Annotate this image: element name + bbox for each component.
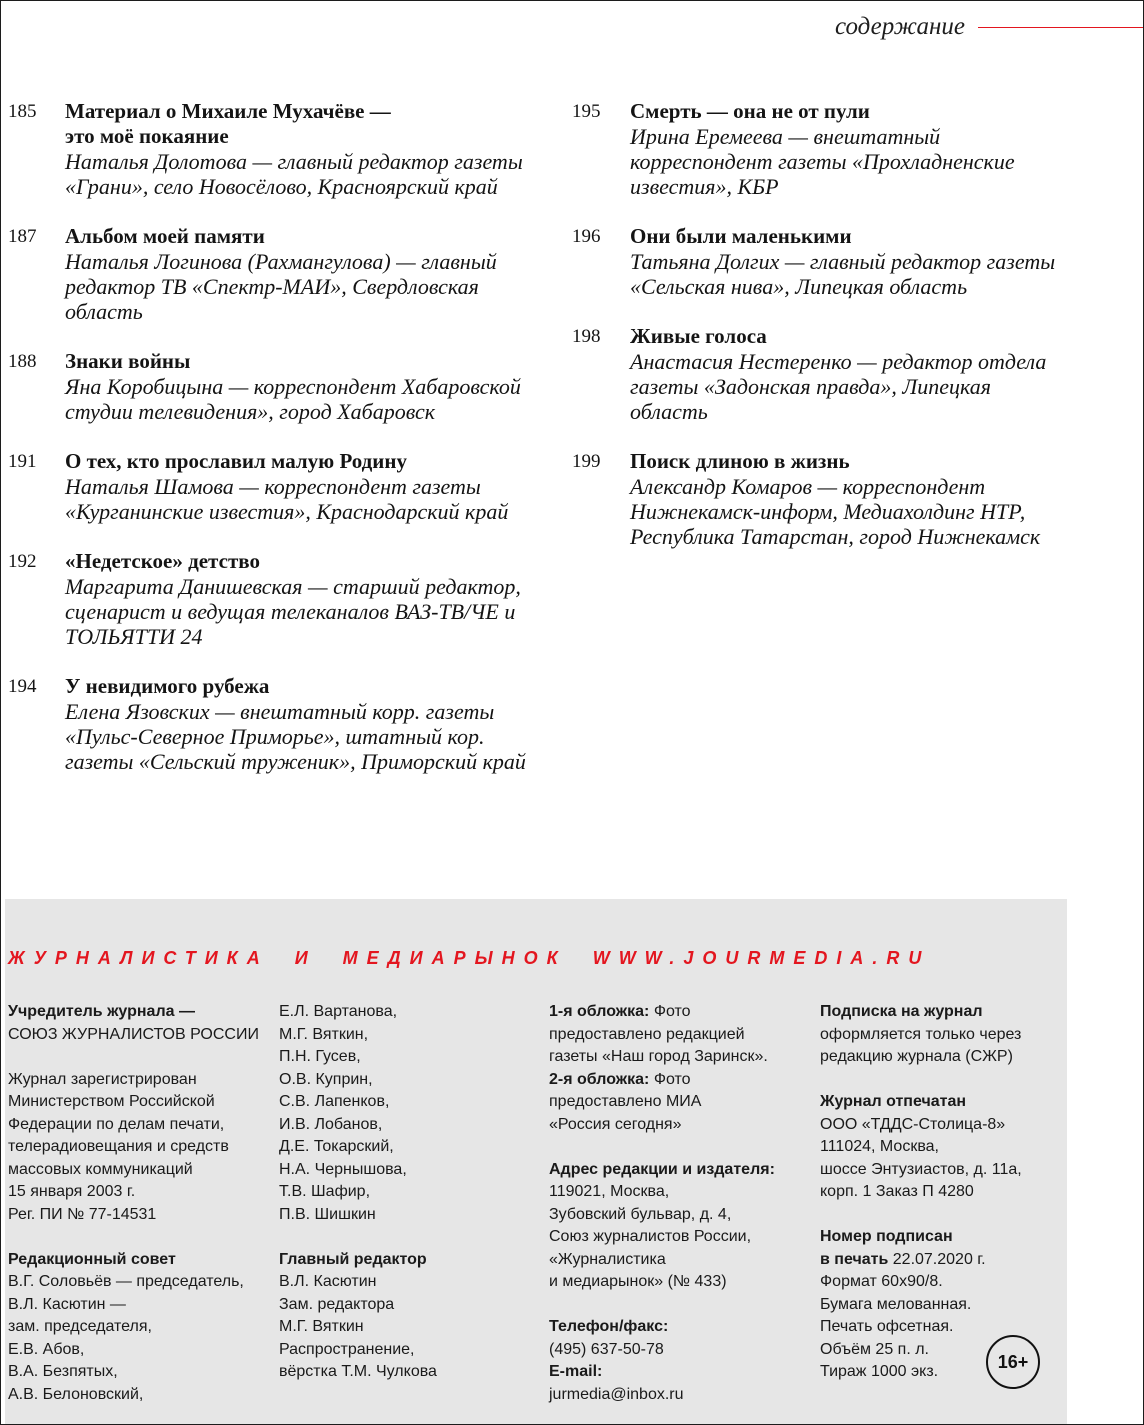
- chief-editor-line: Распространение,: [279, 1340, 415, 1358]
- cover-1-label: 1-я обложка:: [549, 1003, 650, 1020]
- toc-author-line: газеты «Сельский труженик», Приморский край: [65, 749, 526, 774]
- editorial-board-member: И.В. Лобанов,: [279, 1115, 383, 1133]
- toc-title-line: Они были маленькими: [630, 224, 852, 248]
- chief-editor-line: М.Г. Вяткин: [279, 1318, 364, 1335]
- toc-page-number: 195: [572, 101, 601, 122]
- cover-2-label: 2-я обложка:: [549, 1070, 650, 1088]
- spacer: [820, 1069, 1060, 1092]
- toc-author-line: Наталья Шамова — корреспондент газеты: [65, 474, 481, 499]
- spacer: [8, 1226, 273, 1249]
- toc-title-line: О тех, кто прославил малую Родину: [65, 449, 407, 473]
- toc-author-line: Анастасия Нестеренко — редактор отдела: [630, 349, 1047, 374]
- cover-1-line: [549, 1001, 814, 1024]
- toc-author-line: Республика Татарстан, город Нижнекамск: [630, 524, 1041, 549]
- chief-editor-line: В.Л. Касютин: [279, 1273, 377, 1290]
- toc-author-line: ТОЛЬЯТТИ 24: [65, 624, 203, 649]
- print-spec-line: Формат 60х90/8.: [820, 1273, 943, 1290]
- toc-author-line: Ирина Еремеева — внештатный: [630, 124, 941, 149]
- toc-title-line: Альбом моей памяти: [65, 224, 265, 248]
- toc-page-number: 198: [572, 326, 601, 347]
- chief-editor-label: Главный редактор: [279, 1250, 427, 1268]
- chief-editor-line: вёрстка Т.М. Чулкова: [279, 1363, 437, 1380]
- spacer: [279, 1226, 541, 1249]
- registration-line: Журнал зарегистрирован: [8, 1070, 197, 1088]
- toc-page-number: 191: [8, 451, 37, 472]
- registration-line: Рег. ПИ № 77-14531: [8, 1205, 157, 1223]
- registration-line: Министерством Российской: [8, 1093, 215, 1110]
- toc-page-number: 187: [8, 226, 37, 247]
- editorial-board-member: П.В. Шишкин: [279, 1205, 376, 1223]
- toc-left-column: [8, 99, 558, 799]
- registration-line: телерадиовещания и средств: [8, 1138, 229, 1155]
- toc-author-line: Маргарита Данишевская — старший редактор,: [65, 574, 521, 599]
- toc-title-line: У невидимого рубежа: [65, 674, 270, 698]
- registration-line: Федерации по делам печати,: [8, 1115, 225, 1133]
- spacer: [549, 1136, 814, 1159]
- toc-title-line: Знаки войны: [65, 349, 191, 373]
- editorial-board-member: С.В. Лапенков,: [279, 1093, 390, 1110]
- editorial-board-member: В.А. Безпятых,: [8, 1363, 118, 1380]
- toc-author-line: Наталья Логинова (Рахмангулова) — главный: [65, 249, 497, 274]
- spacer: [8, 1046, 273, 1069]
- toc-title-line: Смерть — она не от пули: [630, 99, 870, 123]
- toc-entry: [8, 349, 558, 424]
- toc-author-line: сценарист и ведущая телеканалов ВАЗ-ТВ/ЧЕ и: [65, 599, 516, 624]
- editorial-board-member: М.Г. Вяткин,: [279, 1025, 369, 1043]
- registration-line: массовых коммуникаций: [8, 1160, 193, 1178]
- toc-author-line: «Сельская нива», Липецкая область: [630, 274, 968, 299]
- printer-line: шоссе Энтузиастов, д. 11а,: [820, 1160, 1022, 1178]
- founder-name: СОЮЗ ЖУРНАЛИСТОВ РОССИИ: [8, 1025, 259, 1043]
- toc-author-line: Наталья Долотова — главный редактор газеты: [65, 149, 523, 174]
- spacer: [820, 1204, 1060, 1227]
- toc-author-line: «Пульс-Северное Приморье», штатный кор.: [65, 724, 485, 749]
- signed-date-line: [820, 1249, 1060, 1272]
- toc-entry: [572, 449, 1137, 549]
- cover-1-text: газеты «Наш город Заринск».: [549, 1048, 768, 1065]
- email-value: jurmedia@inbox.ru: [549, 1385, 684, 1403]
- toc-entry: [8, 224, 558, 324]
- imprint-column-1: [8, 1001, 273, 1406]
- registration-line: 15 января 2003 г.: [8, 1183, 136, 1200]
- editorial-board-member: В.Г. Соловьёв — председатель,: [8, 1273, 244, 1290]
- toc-entry: [572, 99, 1137, 199]
- subscription-line: оформляется только через: [820, 1025, 1022, 1043]
- editorial-board-member: Д.Е. Токарский,: [279, 1138, 394, 1155]
- imprint-masthead: ЖУРНАЛИСТИКА И МЕДИАРЫНОК WWW.JOURMEDIA.RU: [8, 948, 931, 968]
- toc-author-line: корреспондент газеты «Прохладненские: [630, 149, 1015, 174]
- cover-2-text: «Россия сегодня»: [549, 1115, 682, 1133]
- printer-line: ООО «ТДДС-Столица-8»: [820, 1115, 1006, 1133]
- signed-label: Номер подписан: [820, 1228, 953, 1245]
- printer-line: 111024, Москва,: [820, 1138, 939, 1155]
- header-red-rule: [978, 27, 1143, 28]
- age-rating-badge: 16+: [986, 1335, 1040, 1389]
- editorial-board-member: О.В. Куприн,: [279, 1070, 373, 1088]
- print-spec-line: Печать офсетная.: [820, 1318, 954, 1335]
- toc-page-number: 185: [8, 101, 37, 122]
- signed-label: в печать: [820, 1250, 889, 1268]
- address-line: «Журналистика: [549, 1250, 666, 1268]
- phone-value: (495) 637-50-78: [549, 1340, 664, 1358]
- imprint-column-4: [820, 1001, 1060, 1384]
- editorial-board-member: зам. председателя,: [8, 1318, 152, 1335]
- print-spec-line: Объём 25 п. л.: [820, 1340, 929, 1358]
- toc-author-line: редактор ТВ «Спектр-МАИ», Свердловская: [65, 274, 479, 299]
- printer-line: корп. 1 Заказ П 4280: [820, 1183, 974, 1200]
- address-line: Союз журналистов России,: [549, 1228, 752, 1245]
- toc-page-number: 188: [8, 351, 37, 372]
- editorial-board-member: Н.А. Чернышова,: [279, 1160, 407, 1178]
- toc-author-line: область: [65, 299, 143, 324]
- imprint-column-3: [549, 1001, 814, 1406]
- imprint-column-2: [279, 1001, 541, 1384]
- toc-page-number: 196: [572, 226, 601, 247]
- email-label: E-mail:: [549, 1363, 603, 1380]
- toc-entry: [572, 324, 1137, 424]
- toc-author-line: «Курганинские известия», Краснодарский край: [65, 499, 509, 524]
- subscription-line: редакцию журнала (СЖР): [820, 1048, 1013, 1065]
- editorial-board-member: Е.Л. Вартанова,: [279, 1003, 398, 1020]
- editorial-board-member: П.Н. Гусев,: [279, 1048, 361, 1065]
- editorial-board-member: А.В. Белоновский,: [8, 1385, 144, 1403]
- editorial-board-member: Т.В. Шафир,: [279, 1183, 371, 1200]
- address-label: Адрес редакции и издателя:: [549, 1160, 775, 1178]
- chief-editor-line: Зам. редактора: [279, 1295, 395, 1313]
- address-line: и медиарынок» (№ 433): [549, 1273, 727, 1290]
- print-spec-line: Бумага мелованная.: [820, 1295, 972, 1313]
- toc-author-line: Елена Язовских — внештатный корр. газеты: [65, 699, 495, 724]
- toc-title-line: Живые голоса: [630, 324, 767, 348]
- address-line: Зубовский бульвар, д. 4,: [549, 1205, 732, 1223]
- editorial-board-member: В.Л. Касютин —: [8, 1295, 126, 1313]
- spacer: [549, 1294, 814, 1317]
- printer-label: Журнал отпечатан: [820, 1093, 967, 1110]
- toc-title-line: это моё покаяние: [65, 124, 229, 148]
- editorial-board-member: Е.В. Абов,: [8, 1340, 85, 1358]
- toc-entry: [8, 449, 558, 524]
- print-spec-line: Тираж 1000 экз.: [820, 1363, 939, 1380]
- toc-page-number: 192: [8, 551, 37, 572]
- toc-author-line: Яна Коробицына — корреспондент Хабаровской: [65, 374, 521, 399]
- cover-1-text: предоставлено редакцией: [549, 1025, 745, 1043]
- cover-1-text: Фото: [653, 1003, 691, 1020]
- toc-author-line: известия», КБР: [630, 174, 779, 199]
- cover-2-text: предоставлено МИА: [549, 1093, 702, 1110]
- toc-page-number: 199: [572, 451, 601, 472]
- imprint-panel: [5, 899, 1067, 1424]
- toc-author-line: Александр Комаров — корреспондент: [630, 474, 986, 499]
- editorial-board-label: Редакционный совет: [8, 1250, 176, 1268]
- phone-label: Телефон/факс:: [549, 1318, 669, 1335]
- address-line: 119021, Москва,: [549, 1183, 670, 1200]
- cover-2-text: Фото: [653, 1070, 691, 1088]
- toc-right-column: [572, 99, 1137, 574]
- toc-author-line: студии телевидения», город Хабаровск: [65, 399, 436, 424]
- founder-label: Учредитель журнала —: [8, 1003, 195, 1020]
- toc-entry: [8, 99, 558, 199]
- toc-author-line: «Грани», село Новосёлово, Красноярский край: [65, 174, 498, 199]
- toc-author-line: Нижнекамск-информ, Медиахолдинг НТР,: [630, 499, 1026, 524]
- toc-title-line: «Недетское» детство: [65, 549, 260, 573]
- cover-2-line: [549, 1069, 814, 1092]
- toc-title-line: Поиск длиною в жизнь: [630, 449, 850, 473]
- section-title: содержание: [835, 13, 965, 40]
- toc-author-line: Татьяна Долгих — главный редактор газеты: [630, 249, 1056, 274]
- toc-entry: [8, 549, 558, 649]
- toc-author-line: газеты «Задонская правда», Липецкая: [630, 374, 991, 399]
- toc-entry: [572, 224, 1137, 299]
- toc-title-line: Материал о Михаиле Мухачёве —: [65, 99, 391, 123]
- toc-entry: [8, 674, 558, 774]
- signed-date: 22.07.2020 г.: [892, 1250, 986, 1268]
- toc-author-line: область: [630, 399, 708, 424]
- subscription-label: Подписка на журнал: [820, 1003, 983, 1020]
- toc-page-number: 194: [8, 676, 37, 697]
